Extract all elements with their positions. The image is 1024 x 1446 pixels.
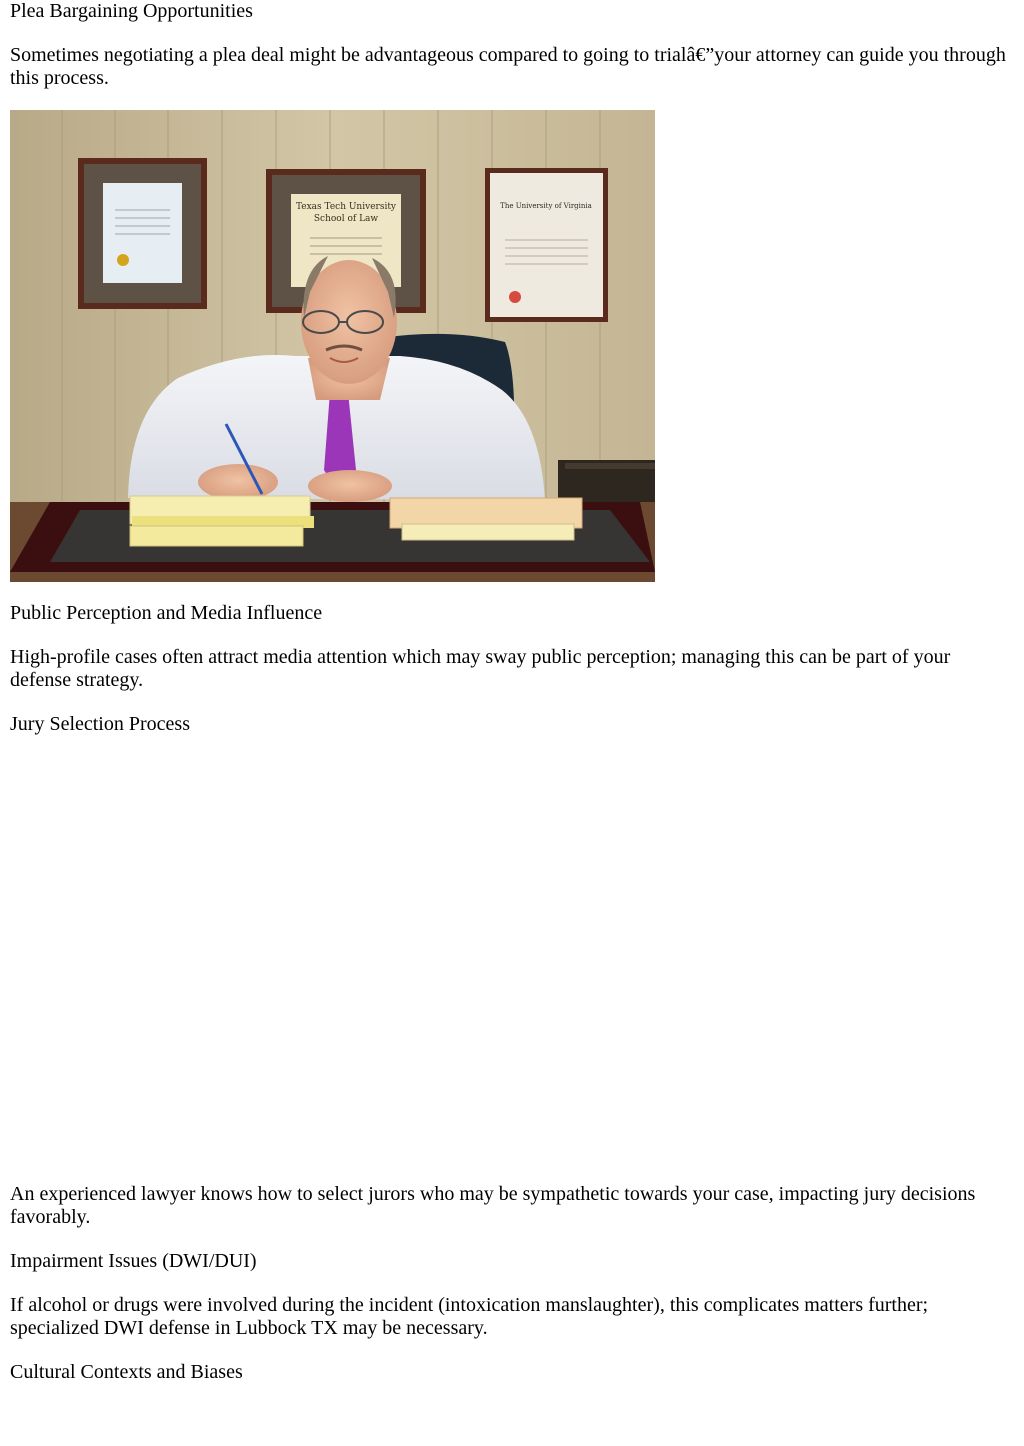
section-heading-impairment: Impairment Issues (DWI/DUI) bbox=[10, 1250, 257, 1272]
section-heading-cultural-contexts: Cultural Contexts and Biases bbox=[10, 1361, 243, 1383]
diploma-frame-right bbox=[485, 168, 608, 322]
section-heading-plea-bargaining: Plea Bargaining Opportunities bbox=[10, 0, 253, 22]
section-body-plea-bargaining: Sometimes negotiating a plea deal might be advantageous compared to going to trialâ€”your attorney can guide you through this process. bbox=[10, 44, 1006, 89]
diploma-text-school: School of Law bbox=[313, 214, 379, 224]
section-body-public-perception: High-profile cases often attract media attention which may sway public perception; managing this can be part of your defense strategy. bbox=[10, 646, 951, 691]
diploma-text-virginia: The University of Virginia bbox=[500, 202, 592, 210]
attorney-office-photo bbox=[10, 110, 655, 582]
diploma-frame-left bbox=[78, 158, 207, 309]
section-heading-public-perception: Public Perception and Media Influence bbox=[10, 602, 323, 624]
section-body-jury-selection: An experienced lawyer knows how to select jurors who may be sympathetic towards your case, impacting jury decisions favorably. bbox=[10, 1183, 976, 1228]
section-heading-jury-selection: Jury Selection Process bbox=[10, 713, 190, 735]
diploma-text-university: Texas Tech University bbox=[295, 202, 397, 212]
section-body-impairment: If alcohol or drugs were involved during the incident (intoxication manslaughter), this complicates matters further; specialized DWI defense in Lubbock TX may be necessary. bbox=[10, 1294, 929, 1339]
